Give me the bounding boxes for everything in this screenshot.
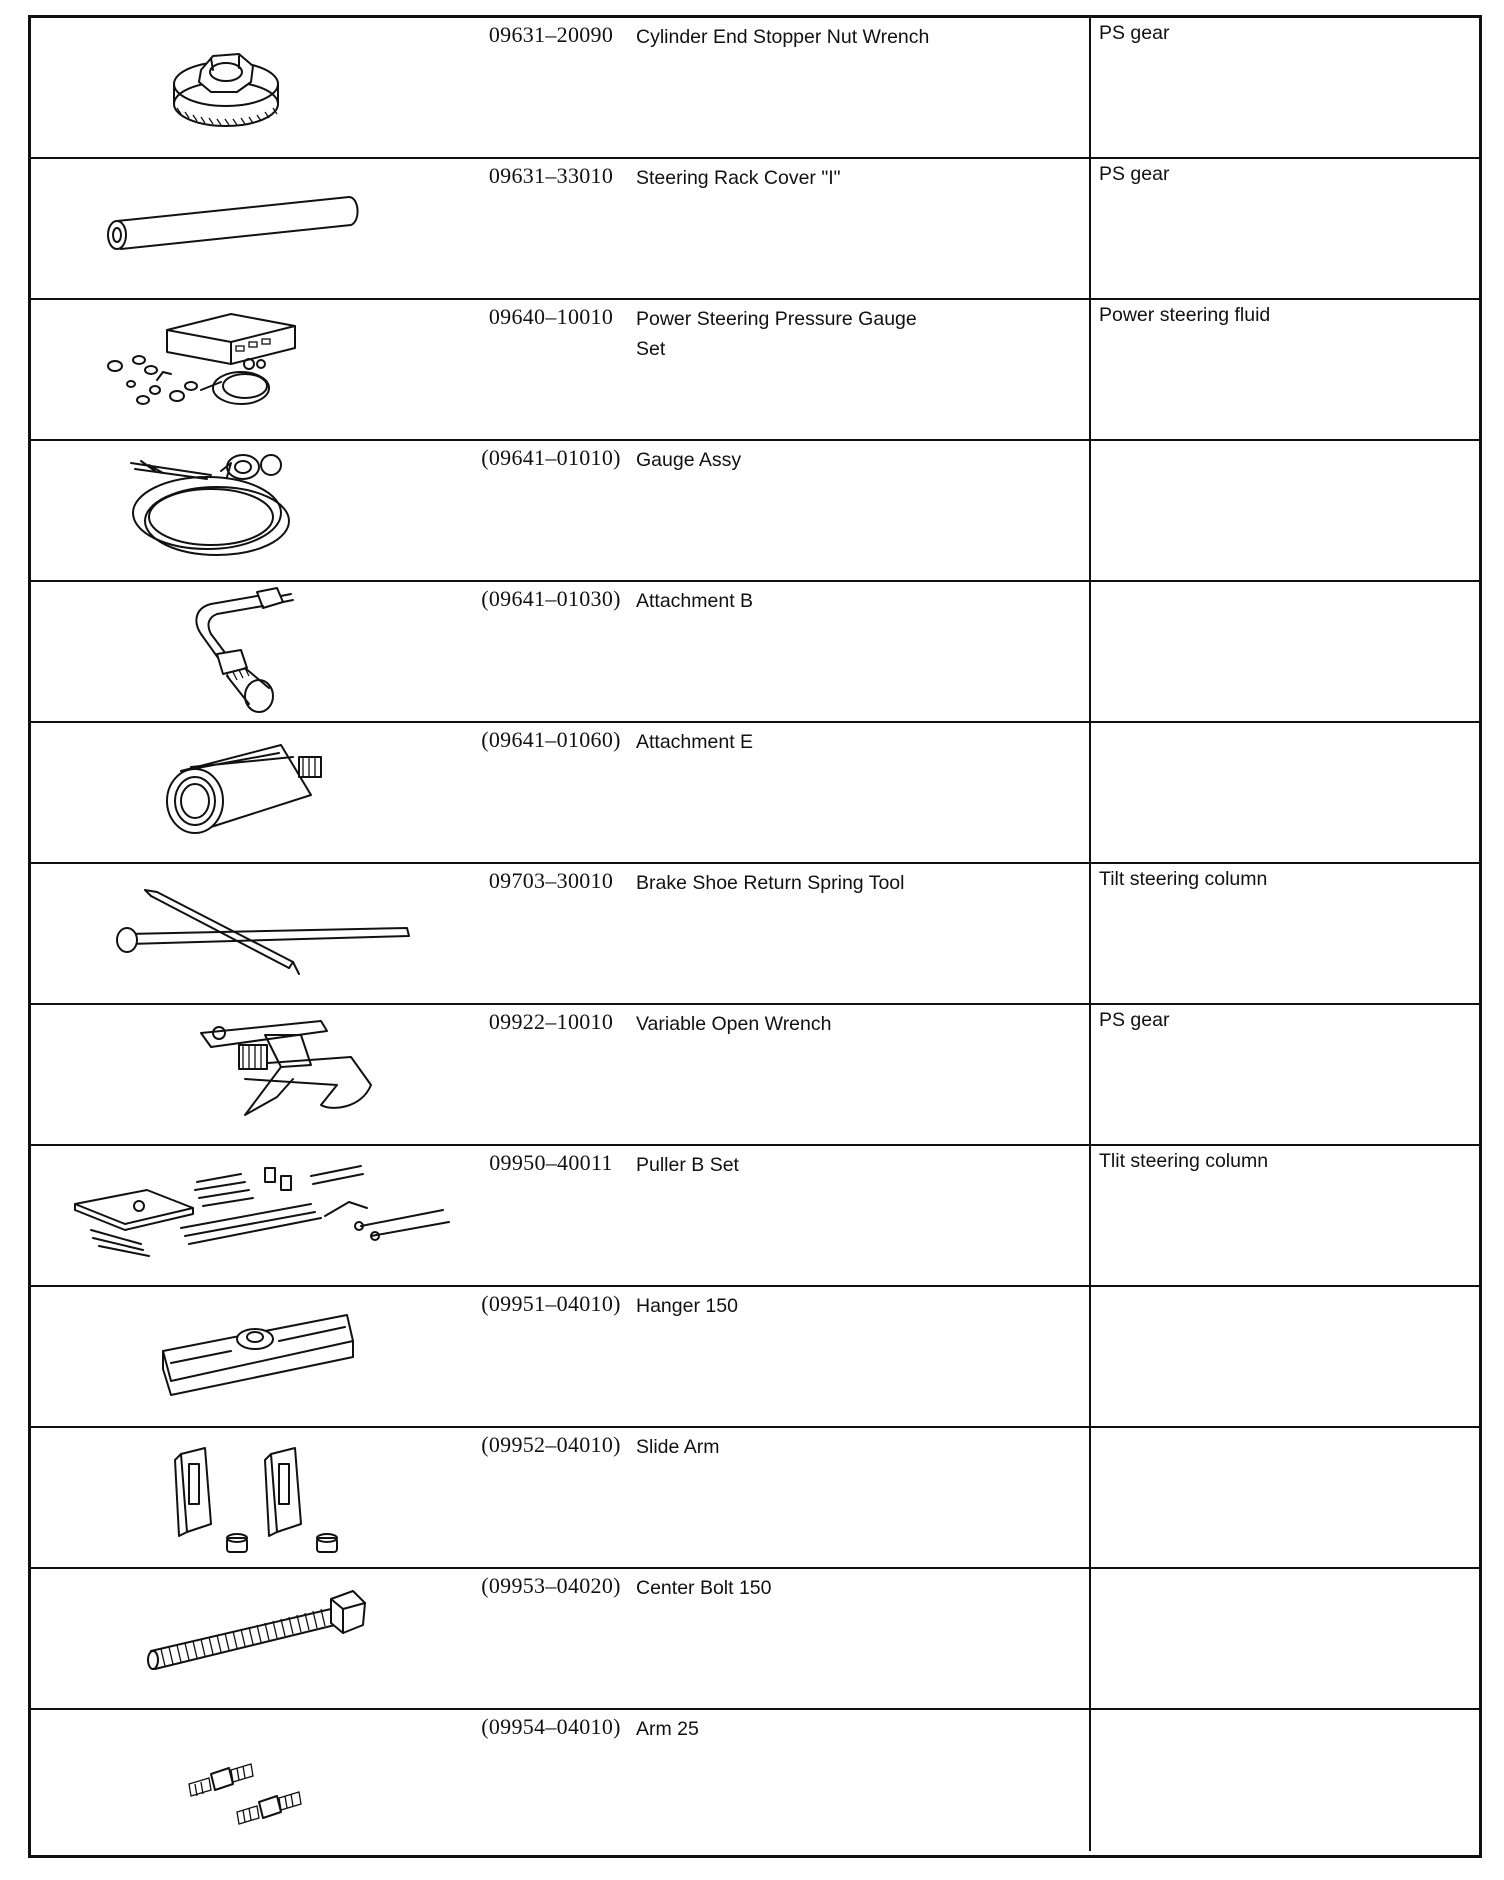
column-divider — [1089, 582, 1091, 721]
tool-name: Steering Rack Cover "I" — [636, 167, 841, 189]
attachment-e-icon — [31, 723, 451, 862]
table-row — [31, 1710, 1479, 1851]
center-bolt-icon — [31, 1569, 451, 1708]
part-number: (09641–01060) — [481, 727, 621, 752]
table-row — [31, 1428, 1479, 1569]
part-number: 09703–30010 — [488, 868, 614, 893]
tool-name: Attachment B — [636, 590, 754, 612]
part-number: (09952–04010) — [481, 1432, 621, 1457]
part-number: 09640–10010 — [488, 304, 614, 329]
hanger-icon — [31, 1287, 451, 1426]
special-tools-table — [28, 15, 1482, 1858]
column-divider — [1089, 18, 1091, 157]
part-number: (09954–04010) — [481, 1714, 621, 1739]
rack-cover-tube-icon — [31, 159, 451, 298]
tool-name: Arm 25 — [636, 1718, 699, 1740]
tool-name: Variable Open Wrench — [636, 1013, 832, 1035]
column-divider — [1089, 441, 1091, 580]
slide-arm-icon — [31, 1428, 451, 1567]
tool-name: Puller B Set — [636, 1154, 739, 1176]
tool-usage: Tlit steering column — [1099, 1150, 1269, 1172]
tool-name: Slide Arm — [636, 1436, 720, 1458]
part-number: (09641–01010) — [481, 445, 621, 470]
table-row — [31, 300, 1479, 441]
variable-open-wrench-icon — [31, 1005, 451, 1144]
tool-name: Center Bolt 150 — [636, 1577, 772, 1599]
gauge-assy-icon — [31, 441, 451, 580]
column-divider — [1089, 1569, 1091, 1708]
column-divider — [1089, 1710, 1091, 1851]
column-divider — [1089, 1428, 1091, 1567]
part-number: (09951–04010) — [481, 1291, 621, 1316]
tool-usage: PS gear — [1099, 1009, 1170, 1031]
table-row — [31, 441, 1479, 582]
table-row — [31, 1005, 1479, 1146]
tool-name: Brake Shoe Return Spring Tool — [636, 872, 905, 894]
tool-usage: PS gear — [1099, 163, 1170, 185]
tool-name: Cylinder End Stopper Nut Wrench — [636, 26, 930, 48]
tool-name: Power Steering Pressure Gauge Set — [636, 308, 917, 360]
table-row — [31, 1146, 1479, 1287]
tool-usage: Power steering fluid — [1099, 304, 1271, 326]
part-number: 09950–40011 — [489, 1150, 613, 1175]
table-row — [31, 723, 1479, 864]
part-number: 09631–20090 — [488, 22, 614, 47]
table-row — [31, 582, 1479, 723]
puller-b-set-icon — [31, 1146, 451, 1285]
pressure-gauge-set-icon — [31, 300, 451, 439]
table-row — [31, 1569, 1479, 1710]
tool-usage: PS gear — [1099, 22, 1170, 44]
tool-name: Attachment E — [636, 731, 754, 753]
table-row — [31, 18, 1479, 159]
tool-name: Gauge Assy — [636, 449, 742, 471]
column-divider — [1089, 1287, 1091, 1426]
part-number: (09953–04020) — [481, 1573, 621, 1598]
table-row — [31, 159, 1479, 300]
table-row — [31, 1287, 1479, 1428]
tool-usage: Tilt steering column — [1099, 868, 1268, 890]
part-number: 09631–33010 — [488, 163, 614, 188]
part-number: (09641–01030) — [481, 586, 621, 611]
part-number: 09922–10010 — [488, 1009, 614, 1034]
column-divider — [1089, 300, 1091, 439]
tool-name: Hanger 150 — [636, 1295, 738, 1317]
column-divider — [1089, 864, 1091, 1003]
column-divider — [1089, 159, 1091, 298]
table-row — [31, 864, 1479, 1005]
column-divider — [1089, 1005, 1091, 1144]
stopper-nut-wrench-icon — [31, 18, 451, 157]
column-divider — [1089, 1146, 1091, 1285]
spring-tool-icon — [31, 864, 451, 1003]
column-divider — [1089, 723, 1091, 862]
attachment-b-icon — [31, 582, 451, 721]
arm-icon — [31, 1710, 451, 1849]
